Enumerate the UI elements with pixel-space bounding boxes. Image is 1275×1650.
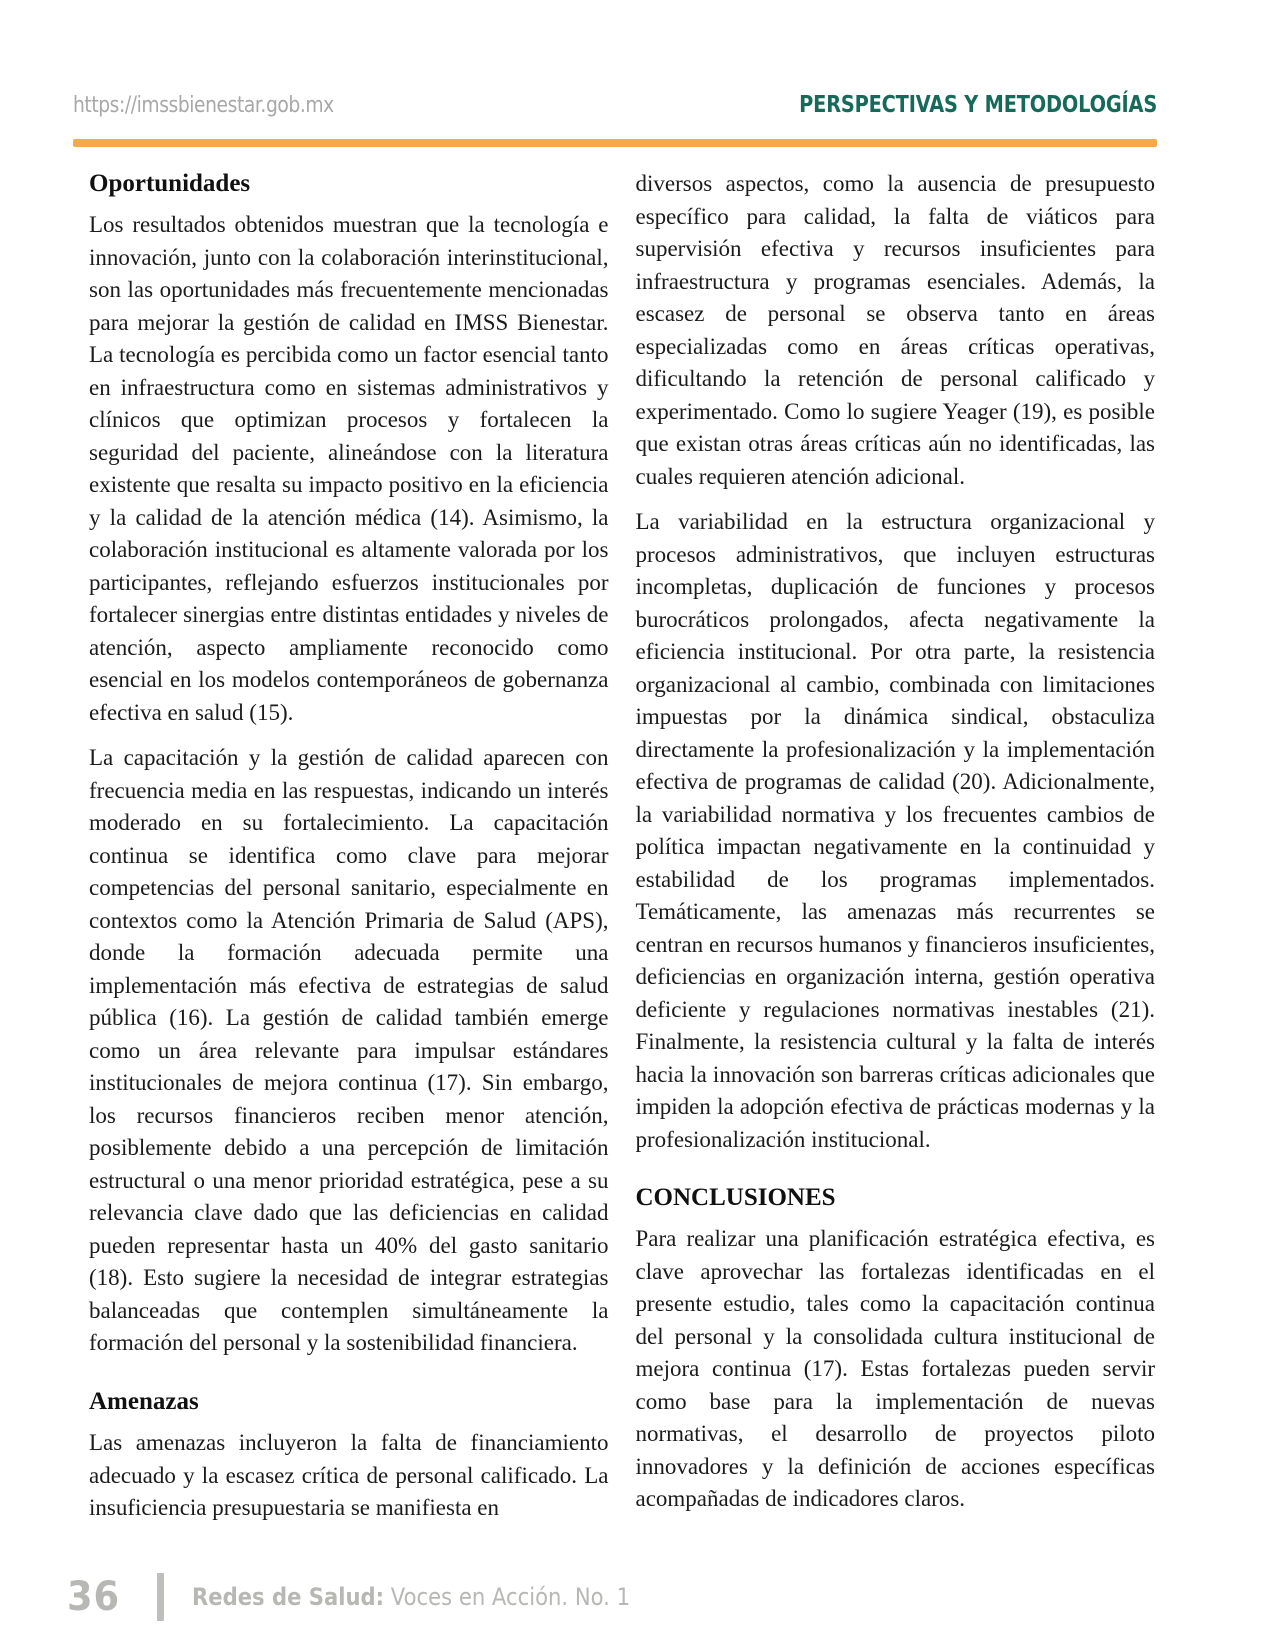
section-heading-oportunidades: Oportunidades: [89, 170, 251, 197]
journal-name-bold: Redes de Salud:: [191, 1583, 384, 1611]
page-footer: [67, 1568, 689, 1626]
paragraph-threats-2: diversos aspectos, como la ausencia de presupuesto específico para calidad, la falta de viáticos para supervisión efectiva y recursos insuficientes para infraestructura y programas esenciales. Además, la escasez de personal se observa tanto en áreas especializadas como en áreas críticas operativas, dificultando la retención de personal calificado y experimentado. Como lo sugiere Yeager (19), es posible que existan otras áreas críticas aún no identificadas, las cuales requieren atención adicional.: [635, 171, 1155, 489]
footer-divider: [157, 1573, 164, 1621]
header-section-title: PERSPECTIVAS Y METODOLOGÍAS: [799, 92, 1157, 118]
header-rule: [73, 139, 1157, 147]
journal-name: [192, 1583, 630, 1611]
header-url: https://imssbienestar.gob.mx: [73, 93, 334, 118]
journal-name-rest: Voces en Acción. No. 1: [383, 1583, 630, 1611]
article-body: [89, 168, 1155, 1538]
paragraph-opportunities-2: La capacitación y la gestión de calidad aparecen con frecuencia media en las respuestas, indicando un interés moderado en su fortalecimiento. La capacitación continua se identifica como clave para mejorar competencias del personal sanitario, especialmente en contextos como la Atención Primaria de Salud (APS), donde la formación adecuada permite una implementación más efectiva de estrategias de salud pública (16). La gestión de calidad también emerge como un área relevante para impulsar estándares institucionales de mejora continua (17). Sin embargo, los recursos financieros reciben menor atención, posiblemente debido a una percepción de limitación estructural o una menor prioridad estratégica, pese a su relevancia clave dado que las deficiencias en calidad pueden representar hasta un 40% del gasto sanitario (18). Esto sugiere la necesidad de integrar estrategias balanceadas que contemplen simultáneamente la formación del personal y la sostenibilidad financiera.: [89, 745, 609, 1356]
left-column: [89, 168, 609, 1538]
paragraph-threats-1: Las amenazas incluyeron la falta de financiamiento adecuado y la escasez crítica de personal calificado. La insuficiencia presupuestaria se manifiesta en: [89, 1430, 609, 1520]
section-heading-amenazas: Amenazas: [89, 1387, 199, 1415]
section-heading-conclusiones: CONCLUSIONES: [635, 1184, 836, 1211]
paragraph-opportunities-1: Los resultados obtenidos muestran que la tecnología e innovación, junto con la colaboración interinstitucional, son las oportunidades más frecuentemente mencionadas para mejorar la gestión de calidad en IMSS Bienestar. La tecnología es percibida como un factor esencial tanto en infraestructura como en sistemas administrativos y clínicos que optimizan procesos y fortalecen la seguridad del paciente, alineándose con la literatura existente que resalta su impacto positivo en la eficiencia y la calidad de la atención médica (14). Asimismo, la colaboración institucional es altamente valorada por los participantes, reflejando esfuerzos institucionales por fortalecer sinergias entre distintas entidades y niveles de atención, aspecto ampliamente reconocido como esencial en los modelos contemporáneos de gobernanza efectiva en salud (15).: [89, 212, 609, 725]
paragraph-threats-3: La variabilidad en la estructura organizacional y procesos administrativos, que incluyen estructuras incompletas, duplicación de funciones y procesos burocráticos prolongados, afecta negativamente la eficiencia institucional. Por otra parte, la resistencia organizacional al cambio, combinada con limitaciones impuestas por la dinámica sindical, obstaculiza directamente la profesionalización y la implementación efectiva de programas de calidad (20). Adicionalmente, la variabilidad normativa y los frecuentes cambios de política impactan negativamente en la continuidad y estabilidad de los programas implementados. Temáticamente, las amenazas más recurrentes se centran en recursos humanos y financieros insuficientes, deficiencias en organización interna, gestión operativa deficiente y regulaciones normativas inestables (21). Finalmente, la resistencia cultural y la falta de interés hacia la innovación son barreras críticas adicionales que impiden la adopción efectiva de prácticas modernas y la profesionalización institucional.: [635, 509, 1155, 1152]
page-number: 36: [67, 1574, 121, 1620]
paragraph-conclusions-1: Para realizar una planificación estratégica efectiva, es clave aprovechar las fortalezas identificadas en el presente estudio, tales como la capacitación continua del personal y la consolidada cultura institucional de mejora continua (17). Estas fortalezas pueden servir como base para la implementación de nuevas normativas, el desarrollo de proyectos piloto innovadores y la definición de acciones específicas acompañadas de indicadores claros.: [635, 1226, 1155, 1512]
right-column: [636, 168, 1156, 1538]
running-header: [73, 92, 1157, 118]
